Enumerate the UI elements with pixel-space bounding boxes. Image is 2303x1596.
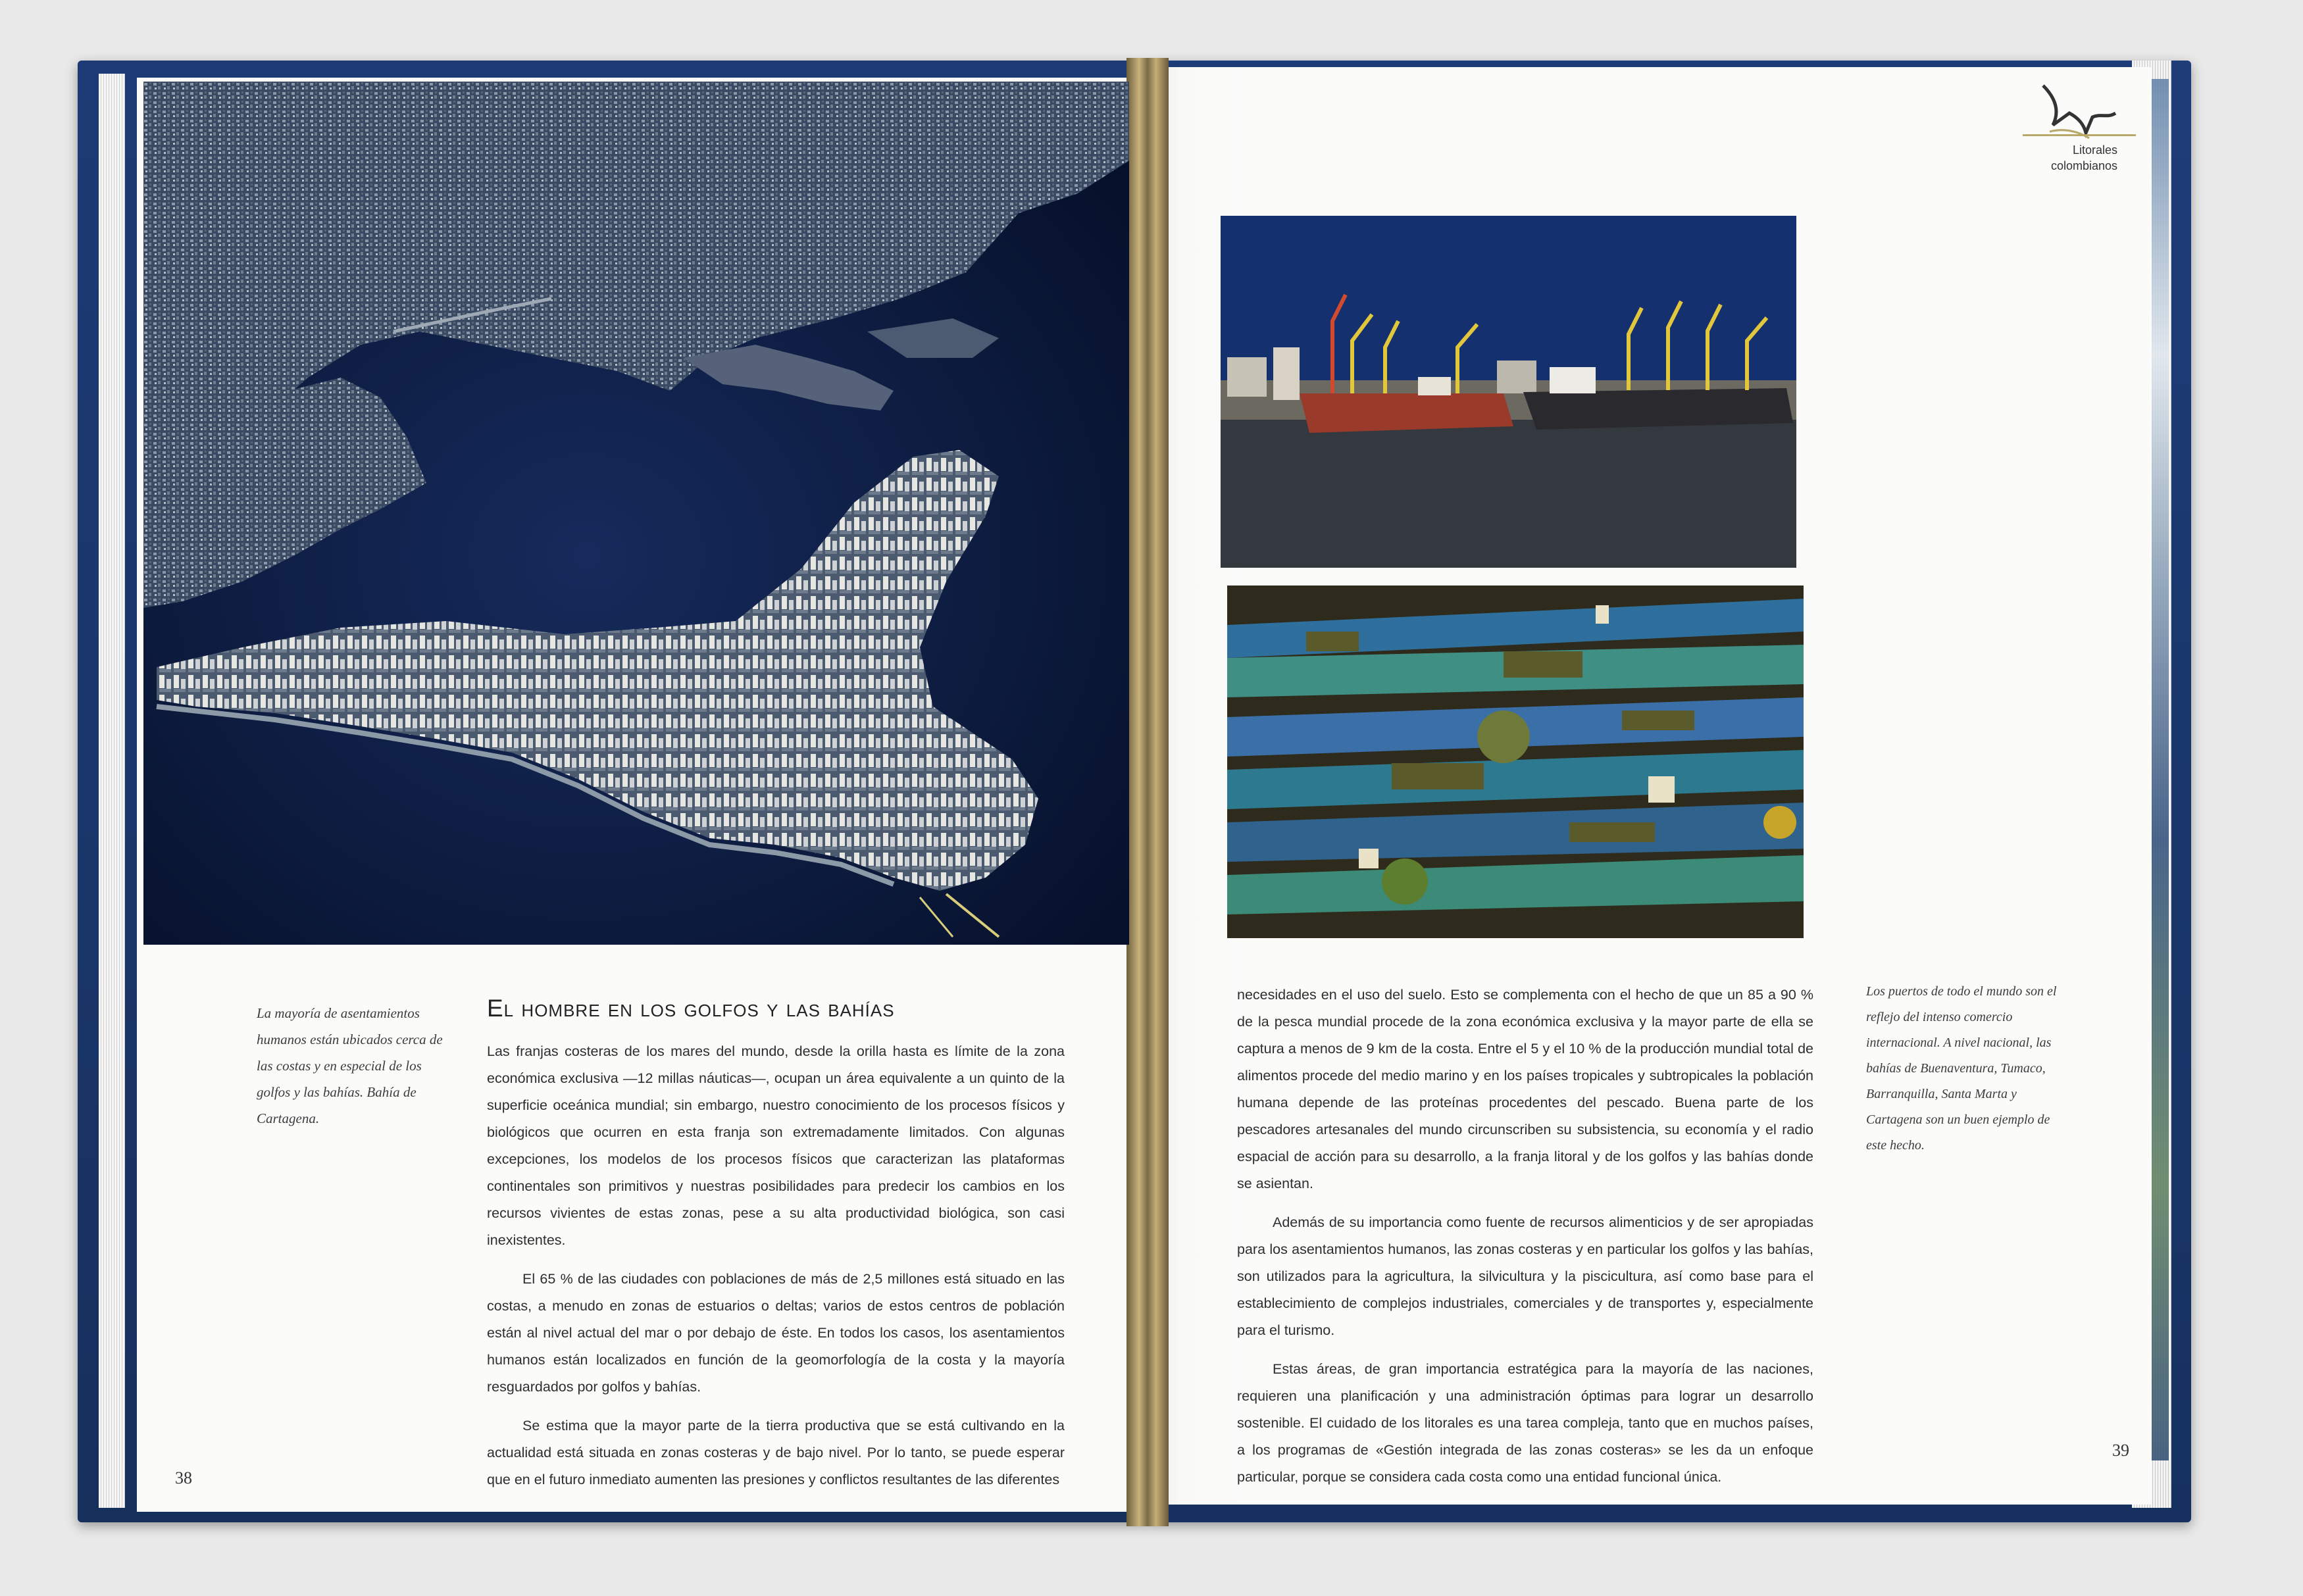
- paragraph: necesidades en el uso del suelo. Esto se complementa con el hecho de que un 85 a 90 % de la pesca mundial procede de la zona económica exclusiva y la mayor parte de ella se captura a menos de 9 km de la costa. Entre el 5 y el 10 % de la producción mundial total de alimentos procede del medio marino y en los países tropicales y subtropicales la población humana depende de las proteínas procedentes del pescado. Buena parte de los pescadores artesanales del mundo circunscriben su subsistencia, su economía y el radio espacial de acción para su desarrollo, a la franja litoral y de los golfos y las bahías donde se asientan.: [1237, 987, 1813, 1191]
- port-ships-photo: [1221, 216, 1796, 568]
- photo-caption-left: La mayoría de asentamientos humanos están ubicados cerca de las costas y en especial de los golfos y las bahías. Bahía de Cartagena.: [257, 1005, 443, 1126]
- paragraph: Se estima que la mayor parte de la tierra productiva que se está cultivando en la actualidad está situada en zonas costeras y de bajo nivel. Por lo tanto, se puede esperar que en el futuro inmediato aumenten las presiones y conflictos resultantes de las diferentes: [487, 1418, 1065, 1487]
- body-text-right: [1237, 982, 1813, 1503]
- paragraph: Las franjas costeras de los mares del mundo, desde la orilla hasta es límite de la zona económica exclusiva —12 millas náuticas—, ocupan un área equivalente a un quinto de la superficie oceánica mundial; sin embargo, nuestro conocimiento de los procesos físicos y biológicos que ocurren en esta franja son extremadamente limitados. Con algunas excepciones, los modelos de los procesos físicos que caracterizan las plataformas continentales son primitivos y nuestras posibilidades para predecir los cambios en los recursos vivientes de estas zonas, pese a su alta productividad biológica, son casi inexistentes.: [487, 1043, 1065, 1248]
- section-heading: El hombre en los golfos y las bahías: [487, 995, 895, 1022]
- running-header: Litorales colombianos: [2050, 143, 2117, 172]
- aerial-photo-cartagena: [143, 82, 1129, 945]
- paragraph: El 65 % de las ciudades con poblaciones de más de 2,5 millones está situado en las costas, a menudo en zonas de estuarios o deltas; varios de estos centros de población están al nivel actual del mar o por debajo de éste. En todos los casos, los asentamientos humanos están localizados en función de la geomorfología de la costa y la mayoría resguardados por golfos y bahías.: [487, 1271, 1065, 1395]
- page-edges-left: [99, 74, 125, 1508]
- body-text-left: [487, 1038, 1065, 1505]
- header-rule: [2023, 134, 2136, 136]
- paragraph: Además de su importancia como fuente de recursos alimenticios y de ser apropiadas para los asentamientos humanos, las zonas costeras y en particular los golfos y las bahías, son utilizados para la agricultura, la silvicultura y la piscicultura, así como base para el establecimiento de complejos industriales, comerciales y de transportes y, especialmente para el turismo.: [1237, 1214, 1813, 1338]
- page-number-left: 38: [175, 1468, 192, 1487]
- paragraph: Estas áreas, de gran importancia estratégica para la mayoría de las naciones, requieren una planificación y una administración óptimas para lograr un desarrollo sostenible. El cuidado de los litorales es una tarea compleja, tanto que en muchos países, a los programas de «Gestión integrada de las zonas costeras» se les da un enfoque particular, porque se considera cada costa como una entidad funcional única.: [1237, 1361, 1813, 1485]
- fishing-boats-photo: [1227, 586, 1804, 938]
- page-number-right: 39: [2112, 1441, 2129, 1460]
- book-spine: [1126, 58, 1169, 1526]
- page-edge-photo-strip: [2150, 79, 2169, 1460]
- photo-caption-right: Los puertos de todo el mundo son el reflejo del intenso comercio internacional. A nivel nacional, las bahías de Buenaventura, Tumaco, Barranquilla, Santa Marta y Cartagena son un buen ejemplo de este hecho.: [1866, 984, 2057, 1153]
